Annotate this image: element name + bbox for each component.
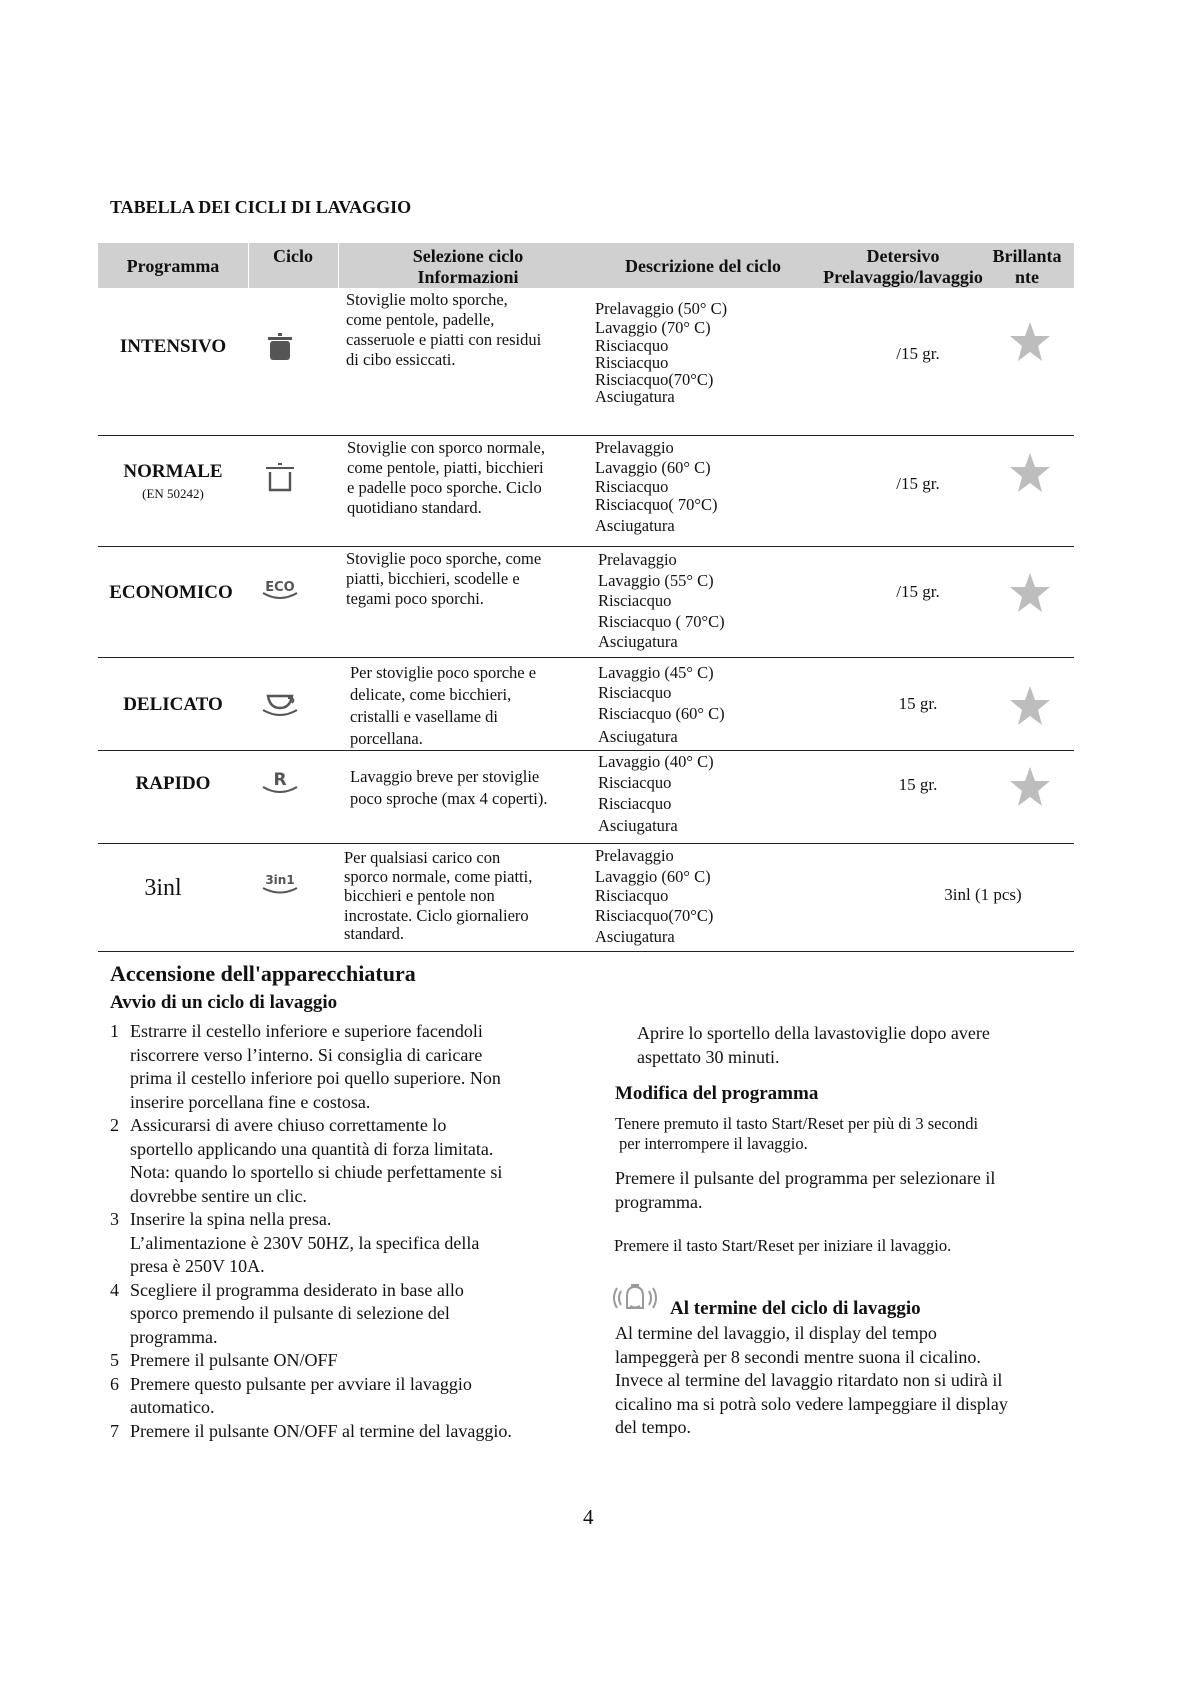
desc-line: Asciugatura — [598, 632, 678, 651]
page-number: 4 — [583, 1505, 594, 1529]
desc-line: Asciugatura — [595, 927, 675, 946]
header-detersivo-2: Prelavaggio/lavaggio — [823, 267, 983, 287]
svg-text:3in1: 3in1 — [265, 873, 295, 887]
desc-line: Risciacquo — [598, 591, 672, 610]
info-line: quotidiano standard. — [347, 498, 482, 517]
step-line: Inserire la spina nella presa. — [130, 1209, 332, 1229]
info-line: sporco normale, come piatti, — [344, 867, 533, 886]
detersivo-value: /15 gr. — [896, 344, 940, 363]
info-text — [346, 290, 586, 370]
modifica-text — [615, 1114, 1085, 1154]
header-selezione-2: Informazioni — [417, 267, 519, 287]
info-line: delicate, come bicchieri, — [350, 685, 512, 704]
step-number: 7 — [110, 1420, 119, 1441]
desc-line: Risciacquo — [595, 886, 669, 905]
desc-line: Lavaggio (40° C) — [598, 752, 714, 771]
step-line: sportello applicando una quantità di forza limitata. — [130, 1138, 494, 1159]
list-item — [110, 1373, 580, 1420]
step-line: programma. — [130, 1326, 218, 1347]
info-line: di cibo essiccati. — [346, 350, 456, 369]
detersivo-value: 3inl (1 pcs) — [944, 885, 1022, 904]
step-line: Assicurarsi di avere chiuso correttamente lo — [130, 1115, 447, 1135]
step-number: 3 — [110, 1209, 119, 1229]
desc-line: Lavaggio (60° C) — [595, 458, 711, 477]
table-row — [98, 290, 1074, 435]
programma-label: NORMALE — [123, 461, 223, 482]
header-detersivo-1: Detersivo — [866, 246, 940, 266]
programma-label: ECONOMICO — [109, 582, 233, 603]
desc-line: Asciugatura — [595, 387, 675, 406]
step-line: inserire porcellana fine e costosa. — [130, 1091, 371, 1112]
header-brillanta-2: nte — [1015, 267, 1039, 287]
desc-line: Risciacquo — [598, 683, 672, 702]
table-row — [98, 436, 1074, 546]
desc-text — [598, 662, 808, 748]
programma-label: RAPIDO — [135, 773, 211, 794]
info-text — [350, 766, 590, 810]
header-brillanta-1: Brillanta — [992, 246, 1062, 266]
detersivo-value: /15 gr. — [896, 474, 940, 493]
step-line: Scegliere il programma desiderato in base allo — [130, 1279, 464, 1300]
step-line: Premere questo pulsante per avviare il lavaggio — [130, 1373, 472, 1394]
3in1-icon — [258, 870, 302, 906]
svg-text:ECO: ECO — [265, 580, 295, 595]
step-line: Estrarre il cestello inferiore e superiore facendoli — [130, 1021, 483, 1041]
glass-icon — [258, 688, 302, 724]
desc-text — [598, 751, 808, 837]
termine-line: cicalino ma si potrà solo vedere lampeggiare il display — [615, 1393, 1008, 1414]
step-number: 5 — [110, 1350, 119, 1370]
info-text — [344, 848, 584, 941]
row-divider — [98, 951, 1074, 952]
step-line: Premere il pulsante ON/OFF al termine del lavaggio. — [130, 1420, 512, 1441]
star-icon — [1008, 765, 1052, 809]
info-text — [350, 662, 590, 750]
programma-label: DELICATO — [123, 694, 223, 715]
step-number: 6 — [110, 1373, 119, 1394]
header-ciclo: Ciclo — [273, 246, 313, 266]
desc-text — [595, 845, 805, 947]
desc-line: Prelavaggio — [595, 846, 674, 865]
header-programma: Programma — [126, 256, 220, 276]
info-line: tegami poco sporchi. — [346, 589, 484, 608]
info-line: e padelle poco sporche. Ciclo — [347, 478, 542, 497]
desc-line: Risciacquo — [598, 773, 672, 792]
info-line: Per qualsiasi carico con — [344, 848, 501, 867]
info-text — [346, 549, 586, 609]
desc-line: Risciacquo — [595, 353, 669, 372]
row-divider — [98, 843, 1074, 844]
rapid-icon — [258, 767, 302, 803]
step-line: Premere il pulsante ON/OFF — [130, 1350, 338, 1370]
info-line: come pentole, piatti, bicchieri — [347, 458, 544, 477]
header-separator — [338, 243, 339, 288]
detersivo-value: 15 gr. — [898, 775, 938, 794]
info-line: incrostate. Ciclo giornaliero — [344, 906, 529, 925]
detersivo-value: /15 gr. — [896, 582, 940, 601]
list-item — [110, 1020, 580, 1114]
desc-line: Lavaggio (60° C) — [595, 867, 711, 886]
premere-line: Premere il pulsante del programma per selezionare il — [615, 1168, 996, 1188]
desc-line: Asciugatura — [598, 727, 678, 746]
table-title: TABELLA DEI CICLI DI LAVAGGIO — [110, 197, 412, 217]
desc-text — [595, 438, 805, 537]
desc-line: Risciacquo(70°C) — [595, 370, 714, 389]
programma-label: INTENSIVO — [119, 336, 227, 357]
premere-programma-text — [615, 1167, 1085, 1214]
detersivo-value: 15 gr. — [898, 694, 938, 713]
desc-line: Risciacquo — [598, 794, 672, 813]
premere-start-text: Premere il tasto Start/Reset per iniziare il lavaggio. — [614, 1236, 952, 1255]
list-item — [110, 1420, 580, 1444]
info-line: poco sproche (max 4 coperti). — [350, 789, 548, 808]
header-descrizione: Descrizione del ciclo — [625, 256, 781, 276]
termine-line: lampeggerà per 8 secondi mentre suona il cicalino. — [615, 1346, 981, 1367]
steps-list — [110, 1020, 580, 1443]
list-item — [110, 1279, 580, 1350]
step-line: prima il cestello inferiore poi quello superiore. Non — [130, 1068, 501, 1088]
desc-line: Risciacquo( 70°C) — [595, 495, 718, 514]
star-icon — [1008, 320, 1052, 364]
modifica-heading: Modifica del programma — [615, 1083, 819, 1104]
pot-icon — [258, 330, 302, 366]
step-line: Nota: quando lo sportello si chiude perfettamente si — [130, 1162, 503, 1182]
info-text — [347, 438, 587, 518]
desc-line: Asciugatura — [595, 516, 675, 535]
info-line: Stoviglie poco sporche, come — [346, 549, 542, 568]
info-line: Stoviglie con sporco normale, — [347, 438, 545, 457]
svg-text:R: R — [273, 770, 287, 790]
premere-line: programma. — [615, 1191, 703, 1212]
table-header — [98, 243, 1074, 288]
desc-line: Risciacquo (60° C) — [598, 704, 725, 723]
header-separator — [248, 243, 249, 288]
intro-line: Aprire lo sportello della lavastoviglie dopo avere — [637, 1023, 990, 1043]
info-line: Stoviglie molto sporche, — [346, 290, 508, 309]
programma-sublabel: (EN 50242) — [142, 486, 204, 501]
header-selezione-1: Selezione ciclo — [412, 246, 524, 266]
info-line: come pentole, padelle, — [346, 310, 495, 329]
desc-line: Risciacquo — [595, 477, 669, 496]
buzzer-icon — [610, 1281, 660, 1317]
star-icon — [1008, 571, 1052, 615]
section-subheading: Avvio di un ciclo di lavaggio — [110, 992, 338, 1013]
desc-line: Lavaggio (70° C) — [595, 318, 711, 337]
info-line: casseruole e piatti con residui — [346, 330, 542, 349]
termine-line: Al termine del lavaggio, il display del tempo — [615, 1323, 937, 1343]
termine-text — [615, 1322, 1095, 1440]
table-row — [98, 751, 1074, 843]
step-number: 1 — [110, 1021, 119, 1041]
desc-line: Lavaggio (55° C) — [598, 571, 714, 590]
intro-text — [637, 1022, 1087, 1069]
info-line: cristalli e vasellame di — [350, 707, 498, 726]
step-number: 2 — [110, 1115, 119, 1135]
desc-text — [595, 299, 805, 405]
table-row — [98, 547, 1074, 657]
desc-line: Prelavaggio — [598, 550, 677, 569]
desc-line: Lavaggio (45° C) — [598, 663, 714, 682]
table-row — [98, 845, 1074, 951]
eco-icon — [258, 575, 302, 611]
pot-outline-icon — [258, 462, 302, 498]
desc-line: Risciacquo — [595, 336, 669, 355]
step-line: dovrebbe sentire un clic. — [130, 1185, 307, 1206]
desc-line: Risciacquo ( 70°C) — [598, 612, 725, 631]
termine-line: del tempo. — [615, 1417, 691, 1437]
step-line: automatico. — [130, 1397, 215, 1417]
programma-label: 3inl — [144, 875, 182, 901]
info-line: Per stoviglie poco sporche e — [350, 663, 537, 682]
info-line: bicchieri e pentole non — [344, 886, 495, 905]
desc-line: Prelavaggio (50° C) — [595, 299, 728, 318]
step-line: presa è 250V 10A. — [130, 1256, 265, 1276]
step-number: 4 — [110, 1279, 119, 1300]
step-line: sporco premendo il pulsante di selezione del — [130, 1303, 450, 1323]
step-line: L’alimentazione è 230V 50HZ, la specifica della — [130, 1232, 480, 1253]
info-line: piatti, bicchieri, scodelle e — [346, 569, 520, 588]
desc-line: Risciacquo(70°C) — [595, 906, 714, 925]
modifica-line: Tenere premuto il tasto Start/Reset per più di 3 secondi — [615, 1114, 979, 1133]
table-row — [98, 658, 1074, 750]
termine-line: Invece al termine del lavaggio ritardato non si udirà il — [615, 1370, 1003, 1390]
list-item — [110, 1114, 580, 1208]
step-line: riscorrere verso l’interno. Si consiglia di caricare — [130, 1044, 483, 1065]
star-icon — [1008, 451, 1052, 495]
modifica-line: per interrompere il lavaggio. — [619, 1134, 808, 1153]
star-icon — [1008, 684, 1052, 728]
list-item — [110, 1349, 580, 1373]
intro-line: aspettato 30 minuti. — [637, 1046, 780, 1067]
termine-heading: Al termine del ciclo di lavaggio — [670, 1298, 921, 1319]
section-heading: Accensione dell'apparecchiatura — [110, 961, 416, 986]
desc-line: Prelavaggio — [595, 438, 674, 457]
info-line: standard. — [344, 924, 405, 943]
info-line: porcellana. — [350, 729, 423, 748]
desc-text — [598, 549, 808, 652]
info-line: Lavaggio breve per stoviglie — [350, 767, 540, 786]
desc-line: Asciugatura — [598, 816, 678, 835]
list-item — [110, 1208, 580, 1279]
